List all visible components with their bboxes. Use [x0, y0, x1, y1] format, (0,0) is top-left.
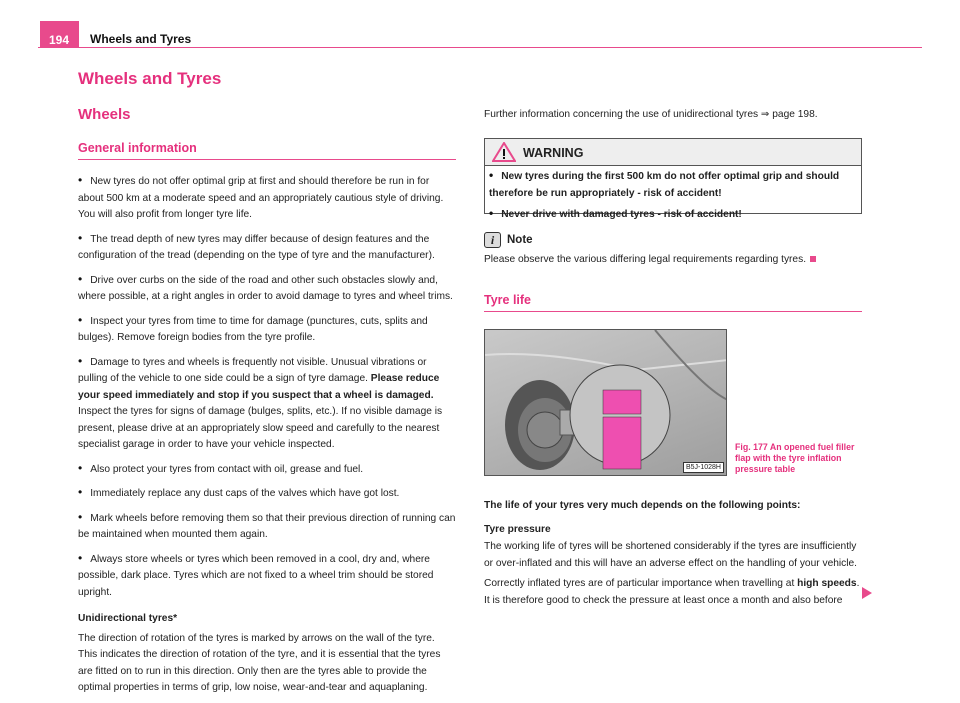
- text: Damage to tyres and wheels is frequently not visible. Unusual vibrations or pulling of the vehicle to one side could be a sign of tyre damage.: [78, 356, 427, 384]
- bullet-item-damage: [78, 353, 456, 454]
- tyre-life-text: [484, 498, 862, 613]
- paragraph: [484, 576, 862, 609]
- text: Inspect the tyres for signs of damage (bulges, splits, etc.). If no visible damage is present, please drive at an appropriately slow speed and carefully to the nearest specialist garage in order to have your vehicle inspected.: [78, 406, 443, 450]
- text: Correctly inflated tyres are of particular importance when travelling at: [484, 578, 798, 589]
- page-title: Wheels and Tyres: [78, 69, 222, 88]
- bullet-item: • New tyres do not offer optimal grip at first and should therefore be run in for about 500 km at a moderate speed and an appropriately cautious style of driving. You will also profit from longer tyre life.: [78, 172, 456, 224]
- page-link[interactable]: Further information concerning the use of unidirectional tyres ⇒ page 198.: [484, 109, 818, 120]
- left-column: [78, 172, 456, 703]
- note-title: Note: [507, 234, 533, 246]
- warning-triangle-icon: [492, 142, 516, 162]
- emphasis: Please reduce your speed immediately and stop if you suspect that a wheel is damaged.: [78, 373, 440, 401]
- paragraph: The working life of tyres will be shortened considerably if the tyres are insufficiently or over-inflated and this will have an adverse effect on the handling of your vehicle.: [484, 541, 858, 569]
- end-marker-icon: [810, 256, 816, 262]
- section-heading: Wheels: [78, 106, 131, 123]
- further-info[interactable]: [484, 107, 862, 124]
- figure-code: B5J-1028H: [683, 462, 724, 473]
- header-divider: [38, 47, 922, 48]
- note-box: [484, 232, 862, 268]
- text: . It is therefore good to check the pressure at least once a month and also before: [484, 578, 860, 606]
- unidirectional-text: The direction of rotation of the tyres is marked by arrows on the wall of the tyre. This indicates the direction of rotation of the tyre, and it is essential that the tyres are fitted on to run in this direction. Only then are the tyres able to provide the optimal properties in terms of grip, low noise, wear-and-tear and aquaplaning.: [78, 632, 441, 693]
- warning-header: [485, 139, 861, 166]
- warning-item: • Never drive with damaged tyres - risk of accident!: [489, 205, 857, 224]
- tyre-life-intro: The life of your tyres very much depends on the following points:: [484, 500, 801, 511]
- unidirectional-heading: Unidirectional tyres*: [78, 613, 178, 624]
- bullet-item: • Inspect your tyres from time to time for damage (punctures, cuts, splits and bulges). Remove foreign bodies from the tyre profile.: [78, 312, 456, 347]
- bullet-item: • Mark wheels before removing them so that their previous direction of running can be maintained when mounted them again.: [78, 509, 456, 544]
- bullet-item: • Also protect your tyres from contact with oil, grease and fuel.: [78, 460, 456, 479]
- tyre-life-heading: Tyre life: [484, 293, 862, 312]
- bullet-item: • Drive over curbs on the side of the road and other such obstacles slowly and, where possible, at a right angles in order to avoid damage to tyres and wheel trims.: [78, 271, 456, 306]
- warning-title: WARNING: [523, 146, 584, 160]
- bullet-item: • Immediately replace any dust caps of the valves which have got lost.: [78, 484, 456, 503]
- bullet-item: • The tread depth of new tyres may differ because of design features and the configuration of the tread (depending on the type of tyre and the manufacturer).: [78, 230, 456, 265]
- bullet-item: • Always store wheels or tyres which been removed in a cool, dry and, where possible, dark place. Tyres which are not fixed to a wheel trim should be stored upright.: [78, 550, 456, 602]
- warning-item: • New tyres during the first 500 km do not offer optimal grip and should therefore be run appropriately - risk of accident!: [489, 167, 857, 202]
- fuel-filler-flap-figure: [484, 329, 727, 476]
- figure-caption: Fig. 177 An opened fuel filler flap with the tyre inflation pressure table: [735, 442, 855, 474]
- note-text: [484, 252, 862, 269]
- fuel-flap-illustration: [485, 330, 727, 476]
- tyre-pressure-heading: Tyre pressure: [484, 523, 551, 535]
- emphasis: high speeds: [797, 578, 857, 589]
- text: Please observe the various differing legal requirements regarding tyres.: [484, 253, 807, 265]
- running-title: Wheels and Tyres: [90, 32, 192, 46]
- warning-box: [484, 138, 862, 220]
- continue-arrow-icon: [862, 587, 872, 599]
- subsection-heading: General information: [78, 141, 456, 160]
- page-number: 194: [40, 21, 79, 48]
- info-icon: i: [484, 232, 501, 248]
